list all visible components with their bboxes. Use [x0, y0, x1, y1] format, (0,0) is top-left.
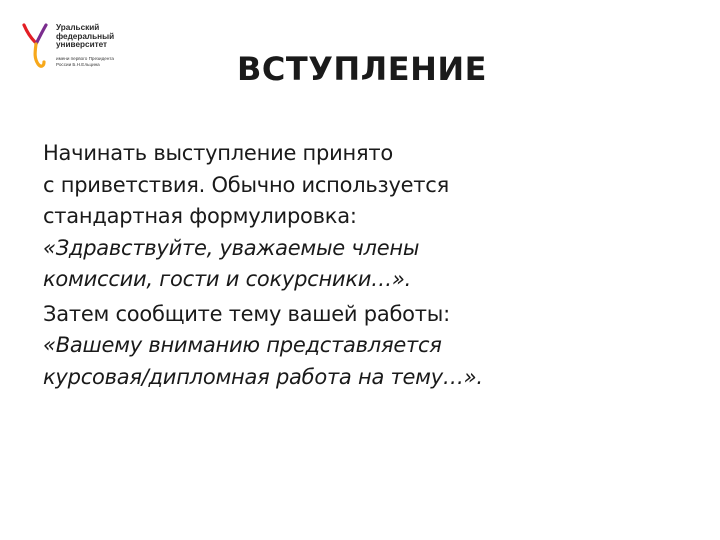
paragraph-greeting — [43, 138, 683, 296]
logo-name-line: Уральский — [56, 23, 100, 32]
logo-name-line: университет — [56, 40, 108, 50]
quote-line: «Здравствуйте, уважаемые члены — [43, 235, 420, 260]
logo-sub-line: России Б.Н.Ельцина — [56, 61, 100, 67]
logo-sub-line: имени первого Президента — [56, 56, 114, 61]
body-line: стандартная формулировка: — [43, 204, 357, 228]
body-line: Затем сообщите тему вашей работы: — [43, 301, 450, 326]
slide-title: ВСТУПЛЕНИЕ — [236, 50, 487, 88]
quote-line: «Вашему вниманию представляется — [43, 333, 442, 357]
quote-line: курсовая/дипломная работа на тему…». — [43, 364, 483, 389]
quote-line: комиссии, гости и сокурсники…». — [43, 267, 412, 291]
paragraph-topic — [43, 299, 683, 394]
slide-body — [43, 138, 683, 396]
body-line: с приветствия. Обычно используется — [43, 172, 449, 197]
logo-name-line: федеральный — [56, 31, 115, 41]
logo-name — [56, 24, 114, 50]
body-line: Начинать выступление принято — [43, 141, 393, 165]
